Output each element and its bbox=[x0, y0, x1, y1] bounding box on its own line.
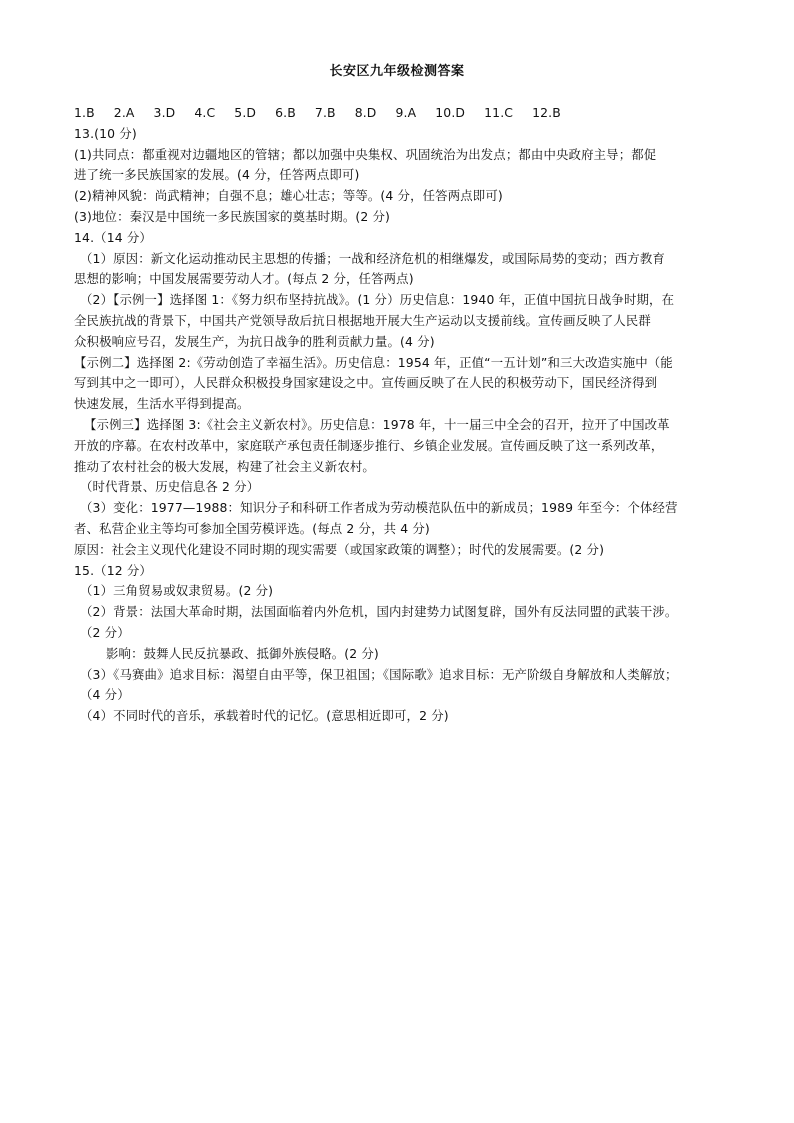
choice-answer: 7.B bbox=[314, 105, 336, 120]
q14-heading: 14.（14 分） bbox=[74, 229, 152, 245]
answer-body bbox=[74, 103, 722, 727]
q13-part1-line2: 进了统一多民族国家的发展。(4 分，任答两点即可) bbox=[74, 167, 360, 183]
q15-part3-line1: （3）《马赛曲》追求目标：渴望自由平等，保卫祖国；《国际歌》追求目标：无产阶级自身解放和人类解放； bbox=[80, 666, 678, 682]
choice-answer: 3.D bbox=[153, 105, 176, 120]
q14-example1-line1: （2）【示例一】选择图 1：《努力织布坚持抗战》。(1 分）历史信息：1940 年，正值中国抗日战争时期，在 bbox=[80, 292, 675, 308]
q15-part2-line2: （2 分） bbox=[80, 624, 130, 640]
q15-part1: （1）三角贸易或奴隶贸易。(2 分) bbox=[80, 583, 274, 599]
choice-answer: 2.A bbox=[113, 105, 135, 120]
q13-part1-line1: (1)共同点：都重视对边疆地区的管辖；都以加强中央集权、巩固统治为出发点；都由中央政府主导；都促 bbox=[74, 146, 657, 162]
choice-answer: 12.B bbox=[532, 105, 561, 120]
choice-answer: 10.D bbox=[435, 105, 466, 120]
q13-part3: (3)地位：秦汉是中国统一多民族国家的奠基时期。(2 分) bbox=[74, 208, 390, 224]
choice-answer: 5.D bbox=[234, 105, 257, 120]
q15-part2-line1: （2）背景：法国大革命时期，法国面临着内外危机，国内封建势力试图复辟，国外有反法同盟的武装干涉。 bbox=[80, 604, 678, 620]
q14-example1-line2: 全民族抗战的背景下，中国共产党领导敌后抗日根据地开展大生产运动以支援前线。宣传画反映了人民群 bbox=[74, 312, 651, 328]
q14-example3-line2: 开放的序幕。在农村改革中，家庭联产承包责任制逐步推行、乡镇企业发展。宣传画反映了这一系列改革， bbox=[74, 437, 664, 453]
q15-part2-impact: 影响：鼓舞人民反抗暴政、抵御外族侵略。(2 分) bbox=[106, 645, 379, 661]
q15-part3-line2: （4 分） bbox=[80, 687, 130, 703]
q15-heading: 15.（12 分） bbox=[74, 562, 152, 578]
q14-part1-line2: 思想的影响；中国发展需要劳动人才。(每点 2 分，任答两点) bbox=[74, 271, 414, 287]
choice-answer: 1.B bbox=[74, 105, 95, 120]
q14-example2-line3: 快速发展，生活水平得到提高。 bbox=[74, 396, 250, 412]
q14-example3-line3: 推动了农村社会的极大发展，构建了社会主义新农村。 bbox=[74, 458, 375, 474]
page-title: 长安区九年级检测答案 bbox=[329, 64, 465, 79]
choice-answer: 6.B bbox=[275, 105, 296, 120]
q15-part4: （4）不同时代的音乐，承载着时代的记忆。(意思相近即可，2 分) bbox=[80, 708, 449, 724]
choice-answer: 4.C bbox=[194, 105, 216, 120]
q14-example3-line1: 【示例三】选择图 3:《社会主义新农村》。历史信息：1978 年，十一届三中全会的召开，拉开了中国改革 bbox=[84, 416, 670, 432]
q14-part1-line1: （1）原因：新文化运动推动民主思想的传播；一战和经济危机的相继爆发，或国际局势的变动；西方教育 bbox=[80, 250, 665, 266]
q14-example2-line1: 【示例二】选择图 2:《劳动创造了幸福生活》。历史信息：1954 年，正值“一五计划”和三大改造实施中（能 bbox=[74, 354, 673, 370]
q14-example2-line2: 写到其中之一即可），人民群众积极投身国家建设之中。宣传画反映了在人民的积极劳动下，国民经济得到 bbox=[74, 375, 658, 391]
choice-answer: 9.A bbox=[395, 105, 417, 120]
choice-answer: 8.D bbox=[354, 105, 377, 120]
choice-answer: 11.C bbox=[484, 105, 514, 120]
q14-part3-line1: （3）变化：1977—1988：知识分子和科研工作者成为劳动模范队伍中的新成员；1989 年至今：个体经营 bbox=[80, 500, 678, 516]
q14-example1-line3: 众积极响应号召，发展生产，为抗日战争的胜利贡献力量。(4 分) bbox=[74, 333, 435, 349]
choice-answers-row bbox=[74, 103, 722, 124]
q14-part3-line2: 者、私营企业主等均可参加全国劳模评选。(每点 2 分，共 4 分) bbox=[74, 520, 430, 536]
q14-part2-scoring: （时代背景、历史信息各 2 分） bbox=[80, 479, 260, 495]
q13-heading: 13.(10 分) bbox=[74, 125, 137, 141]
q14-part3-reason: 原因：社会主义现代化建设不同时期的现实需要（或国家政策的调整）；时代的发展需要。(2 分) bbox=[74, 541, 605, 557]
q13-part2: (2)精神风貌：尚武精神；自强不息；雄心壮志；等等。(4 分，任答两点即可) bbox=[74, 188, 503, 204]
